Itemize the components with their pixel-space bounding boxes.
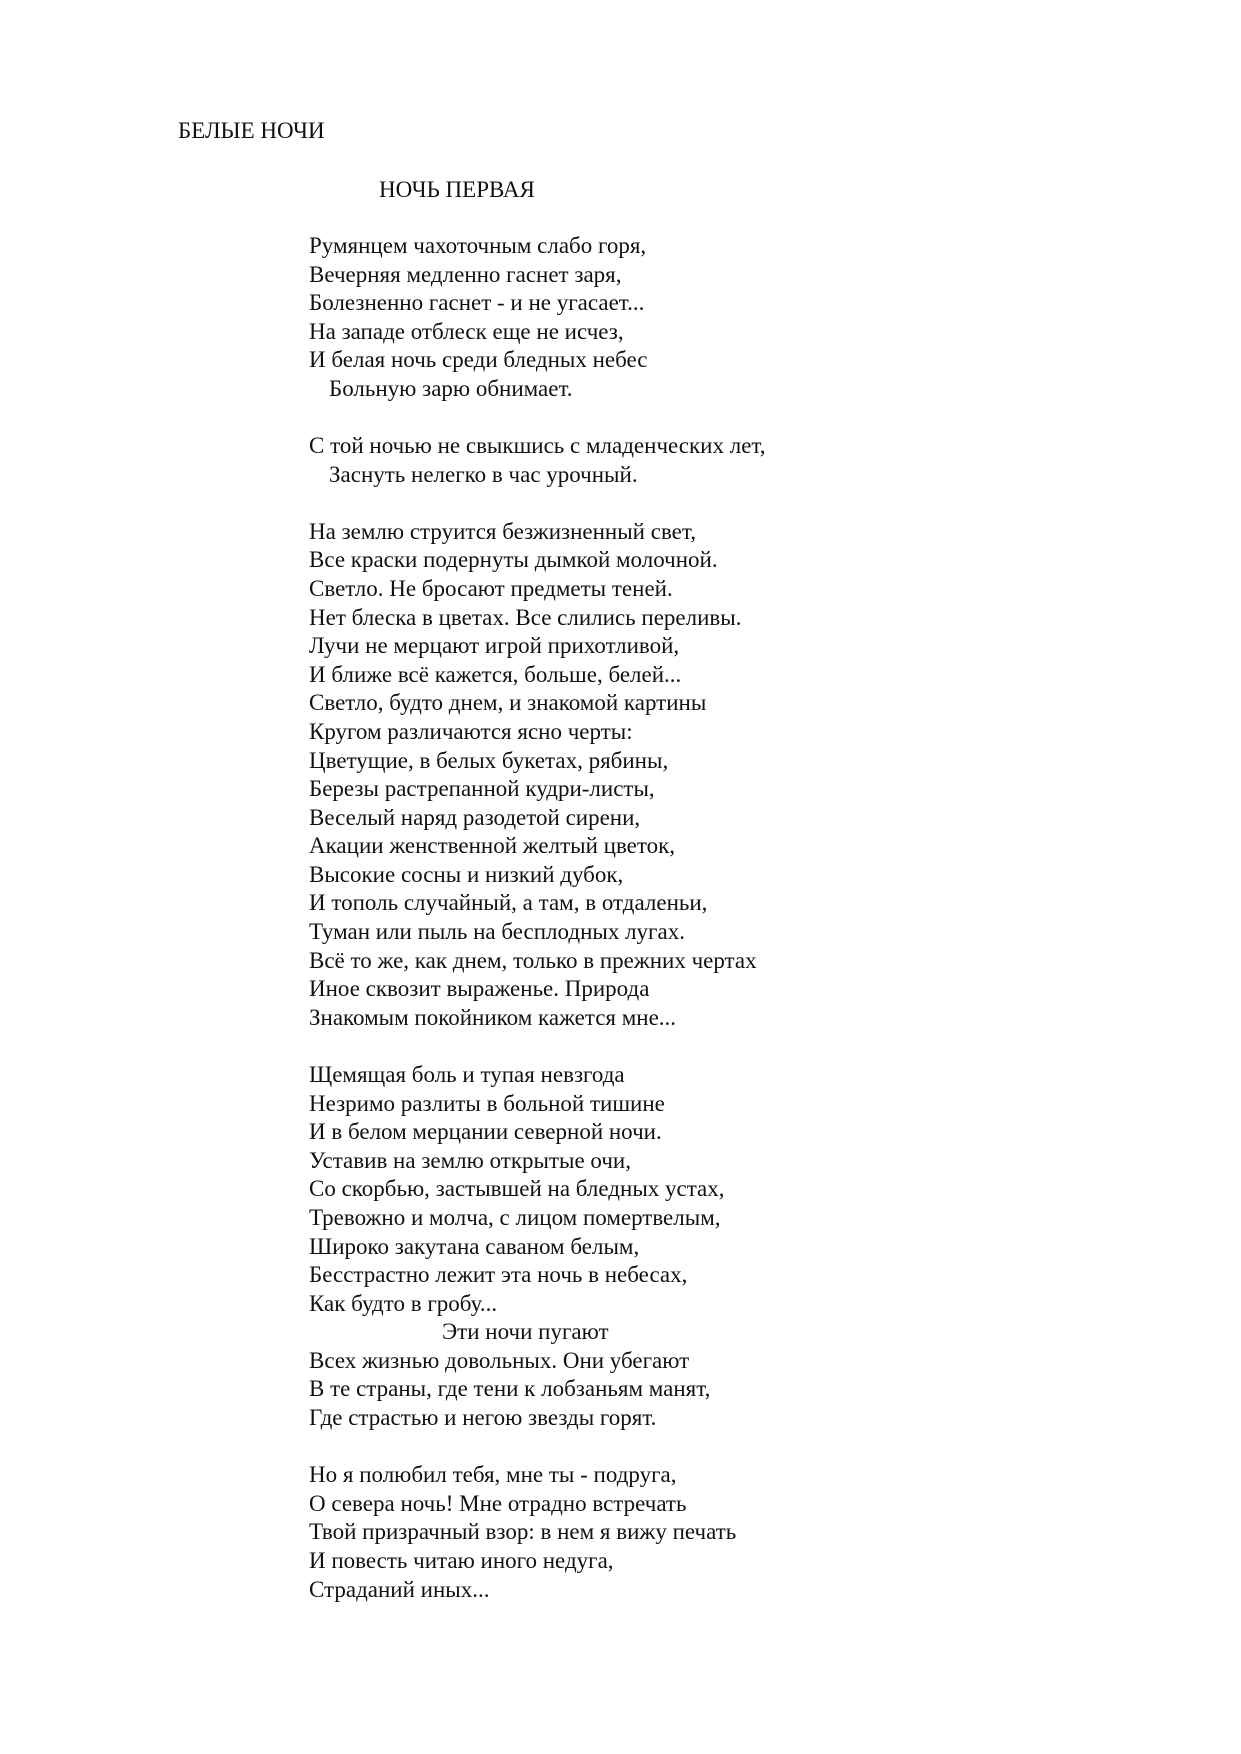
poem-line: Иное сквозит выраженье. Природа [309, 976, 650, 1002]
poem-line: Незримо разлиты в больной тишине [309, 1090, 665, 1116]
poem-line: Уставив на землю открытые очи, [309, 1147, 631, 1173]
poem-line: Болезненно гаснет - и не угасает... [309, 290, 645, 316]
poem-line: Тревожно и молча, с лицом помертвелым, [309, 1204, 721, 1230]
section-title: НОЧЬ ПЕРВАЯ [379, 177, 535, 202]
poem-line: Лучи не мерцают игрой прихотливой, [309, 633, 680, 659]
poem-line: Светло. Не бросают предметы теней. [309, 575, 673, 601]
poem-line: Всё то же, как днем, только в прежних чертах [309, 947, 757, 973]
poem-line: Вечерняя медленно гаснет заря, [309, 261, 622, 287]
document-title: БЕЛЫЕ НОЧИ [178, 118, 325, 143]
poem-line: И ближе всё кажется, больше, белей... [309, 661, 682, 687]
poem-line: Твой призрачный взор: в нем я вижу печать [309, 1519, 737, 1545]
poem-line: И тополь случайный, а там, в отдаленьи, [309, 890, 708, 916]
poem-line: Все краски подернуты дымкой молочной. [309, 547, 718, 573]
poem-line: Где страстью и негою звезды горят. [309, 1405, 657, 1431]
poem-line: Со скорбью, застывшей на бледных устах, [309, 1176, 725, 1202]
poem-stanza [309, 432, 1189, 489]
poem-line: Заснуть нелегко в час урочный. [329, 461, 638, 487]
poem-line: И повесть читаю иного недуга, [309, 1547, 614, 1573]
poem-line: Эти ночи пугают [442, 1319, 609, 1345]
poem-line: Высокие сосны и низкий дубок, [309, 861, 624, 887]
poem-line: Как будто в гробу... [309, 1290, 498, 1316]
poem-line: Березы растрепанной кудри-листы, [309, 776, 655, 802]
poem-stanza [309, 1061, 1189, 1433]
poem-line: С той ночью не свыкшись с младенческих лет, [309, 433, 766, 459]
poem-line: О севера ночь! Мне отрадно встречать [309, 1490, 687, 1516]
poem-line: Знакомым покойником кажется мне... [309, 1004, 677, 1030]
poem-line: Светло, будто днем, и знакомой картины [309, 690, 707, 716]
poem-line: Бесстрастно лежит эта ночь в небесах, [309, 1262, 688, 1288]
poem-stanza [309, 518, 1189, 1033]
poem-line: Широко закутана саваном белым, [309, 1233, 640, 1259]
poem-line: Кругом различаются ясно черты: [309, 718, 633, 744]
poem-line: Веселый наряд разодетой сирени, [309, 804, 641, 830]
poem-line: Всех жизнью довольных. Они убегают [309, 1347, 690, 1373]
poem-line: Больную зарю обнимает. [329, 375, 573, 401]
poem-line: Туман или пыль на бесплодных лугах. [309, 919, 685, 945]
poem-line: Щемящая боль и тупая невзгода [309, 1061, 625, 1087]
poem-line: На землю струится безжизненный свет, [309, 518, 696, 544]
poem-stanza [309, 232, 1189, 404]
poem-stanza [309, 1461, 1189, 1604]
poem-line: И белая ночь среди бледных небес [309, 347, 648, 373]
poem-line: И в белом мерцании северной ночи. [309, 1119, 662, 1145]
poem-line: Нет блеска в цветах. Все слились переливы. [309, 604, 742, 630]
poem-line: Страданий иных... [309, 1576, 490, 1602]
poem-line: Цветущие, в белых букетах, рябины, [309, 747, 669, 773]
poem-body [309, 232, 1189, 1633]
poem-line: Румянцем чахоточным слабо горя, [309, 233, 647, 258]
poem-line: В те страны, где тени к лобзаньям манят, [309, 1376, 711, 1402]
poem-line: Акации женственной желтый цветок, [309, 833, 676, 859]
poem-line: Но я полюбил тебя, мне ты - подруга, [309, 1462, 677, 1488]
poem-line: На западе отблеск еще не исчез, [309, 318, 624, 344]
